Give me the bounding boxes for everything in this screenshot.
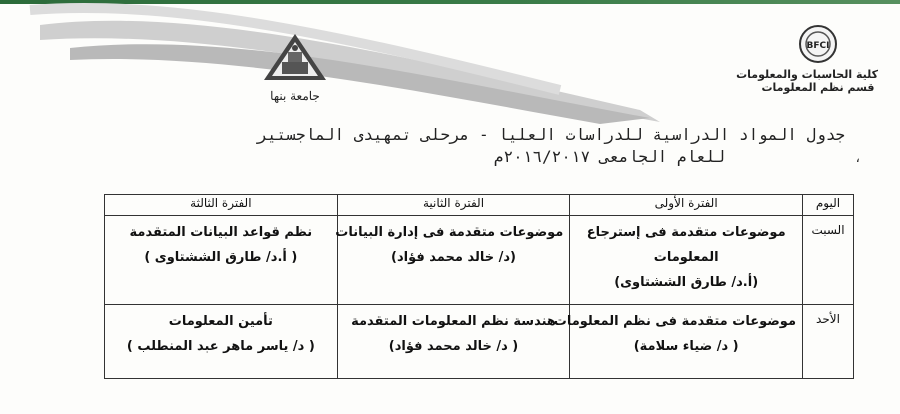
course-cell (337, 216, 570, 305)
instructor-name: ( د/ ياسر ماهر عبد المنطلب ) (126, 339, 315, 354)
course-cell (337, 305, 570, 379)
course-name: موضوعات متقدمة فى إدارة البيانات (335, 225, 564, 240)
instructor-name: (د/ خالد محمد فؤاد) (391, 250, 516, 265)
course-name: تأمين المعلومات (168, 314, 273, 329)
course-name: موضوعات متقدمة فى نظم المعلومات (553, 314, 796, 329)
course-name: نظم قواعد البيانات المتقدمة (129, 225, 313, 240)
instructor-name: ( د/ خالد محمد فؤاد) (388, 339, 519, 354)
course-cell (105, 216, 338, 305)
day-cell: السبت (803, 216, 854, 305)
course-cell (570, 216, 803, 305)
table-header-row (105, 195, 854, 216)
header-period-1: الفترة الأولى (570, 195, 803, 216)
table-row (105, 216, 854, 305)
course-cell (105, 305, 338, 379)
course-name-cont: المعلومات (653, 250, 719, 265)
faculty-logo (736, 24, 878, 94)
day-cell: الأحد (803, 305, 854, 379)
header-day: اليوم (803, 195, 854, 216)
header-period-3: الفترة الثالثة (105, 195, 338, 216)
faculty-emblem-text: BFCI (806, 41, 830, 51)
stray-mark: ، (855, 150, 860, 166)
table-row (105, 305, 854, 379)
university-logo (255, 32, 335, 103)
university-emblem-icon (260, 32, 330, 84)
document-title-block (145, 124, 845, 168)
instructor-name: ( د/ ضياء سلامة) (633, 339, 739, 354)
course-name: هندسة نظم المعلومات المتقدمة (351, 314, 556, 329)
faculty-emblem-icon (798, 24, 838, 64)
instructor-name: ( أ.د/ طارق الششتاوى ) (144, 250, 298, 265)
header-period-2: الفترة الثانية (337, 195, 570, 216)
document-title: جدول المواد الدراسية للدراسات العليا - مرحلى تمهيدى الماجستير (257, 125, 845, 144)
document-subtitle: للعام الجامعى ٢٠١٦/٢٠١٧م (493, 147, 725, 166)
department-name: قسم نظم المعلومات (761, 81, 875, 94)
university-name: جامعة بنها (270, 89, 320, 103)
course-name: موضوعات متقدمة فى إسترجاع (586, 225, 786, 240)
faculty-name: كلية الحاسبات والمعلومات (736, 68, 878, 81)
course-cell (553, 305, 803, 379)
instructor-name: (أ.د/ طارق الششتاوى) (614, 275, 759, 290)
schedule-table (104, 194, 854, 379)
